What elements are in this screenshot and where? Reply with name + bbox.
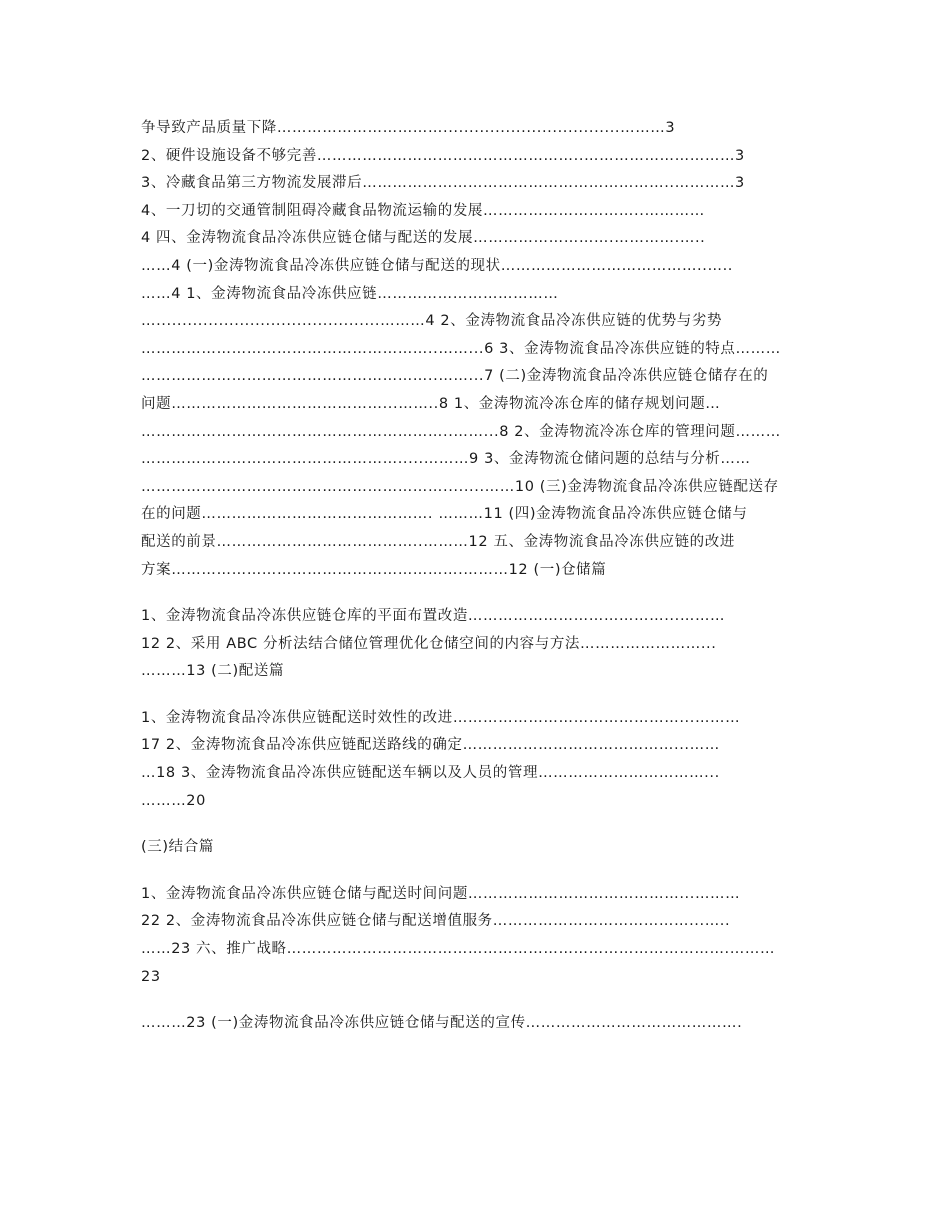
toc-line: ……4 (一)金涛物流食品冷冻供应链仓储与配送的现状…………………………………..….. [141, 257, 733, 274]
paragraph-gap [141, 991, 811, 1010]
toc-line: 23 [141, 968, 161, 985]
toc-line: 12 2、采用 ABC 分析法结合储位管理优化仓储空间的内容与方法……………………... [141, 635, 717, 652]
paragraph-gap [141, 584, 811, 603]
paragraph-gap [141, 815, 811, 834]
table-of-contents [141, 115, 811, 1038]
toc-line: 3、冷藏食品第三方物流发展滞后……………………………………………………..…………3 [141, 175, 745, 192]
toc-line: 2、硬件设施设备不够完善……………………………………………..…………………………3 [141, 147, 745, 164]
toc-line: (三)结合篇 [141, 839, 214, 856]
toc-line: 在的问题………………………………………. ………11 (四)金涛物流食品冷冻供应链仓储与 [141, 506, 748, 523]
toc-line: 1、金涛物流食品冷冻供应链仓储与配送时间问题……………………………………...……… [141, 885, 741, 902]
paragraph-gap [141, 862, 811, 881]
toc-line: 问题……………………………………...……..8 1、金涛物流冷冻仓库的储存规划问题… [141, 395, 721, 412]
toc-line: ……23 六、推广战略…………………………………………………………………………….……… [141, 941, 776, 958]
toc-line: 22 2、金涛物流食品冷冻供应链仓储与配送增值服务…………………………………...….. [141, 913, 731, 930]
toc-line: ……4 1、金涛物流食品冷冻供应链……………………………… [141, 285, 559, 302]
toc-line: ………23 (一)金涛物流食品冷冻供应链仓储与配送的宣传……………………………………. [141, 1015, 743, 1032]
toc-line: 方案………………………………………………….………12 (一)仓储篇 [141, 561, 607, 578]
toc-line: ………20 [141, 792, 206, 809]
toc-line: 争导致产品质量下降……………………………..................................………3 [141, 120, 676, 136]
paragraph-gap [141, 686, 811, 705]
toc-line: 4 四、金涛物流食品冷冻供应链仓储与配送的发展……………………….………….….. [141, 230, 706, 247]
toc-line: …………………………………………………..……...6 3、金涛物流食品冷冻供应链的特点……… [141, 340, 781, 357]
toc-line: …………………………………………………..……...7 (二)金涛物流食品冷冻供应链仓储存在的 [141, 368, 769, 385]
toc-line: ……………………………………………………........……10 (三)金涛物流食品冷冻供应链配送存 [141, 478, 779, 495]
toc-line: ………13 (二)配送篇 [141, 663, 285, 680]
toc-line: ……………………………………………………..……...8 2、金涛物流冷冻仓库的管理问题……… [141, 423, 781, 440]
toc-line: …………………………………………….....………9 3、金涛物流仓储问题的总结与分析…… [141, 451, 751, 468]
toc-line: 1、金涛物流食品冷冻供应链配送时效性的改进………………………………………...……… [141, 709, 741, 726]
toc-line: 4、一刀切的交通管制阻碍冷藏食品物流运输的发展…………………………..………… [141, 202, 705, 219]
toc-line: …18 3、金涛物流食品冷冻供应链配送车辆以及人员的管理……………………………... [141, 765, 720, 782]
toc-line: 17 2、金涛物流食品冷冻供应链配送路线的确定……………………………………...…… [141, 737, 720, 754]
toc-line: 配送的前景…………………………………..………12 五、金涛物流食品冷冻供应链的改进 [141, 533, 735, 550]
toc-line: 1、金涛物流食品冷冻供应链仓库的平面布置改造…………………………………...……… [141, 608, 726, 625]
toc-line: …...........................................………4 2、金涛物流食品冷冻供应链的优势与劣势 [141, 313, 723, 330]
